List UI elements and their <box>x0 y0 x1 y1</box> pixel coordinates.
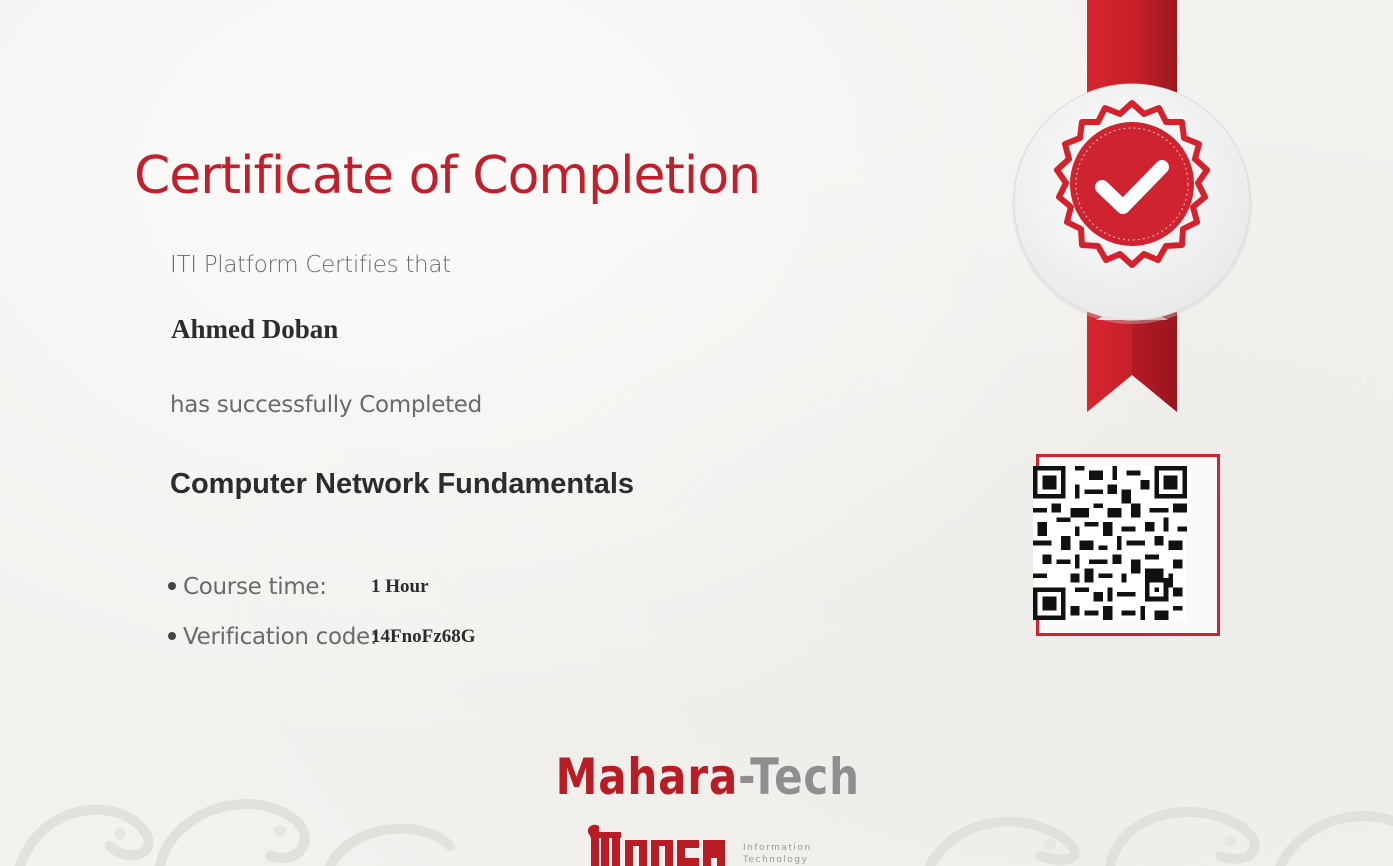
recipient-name: Ahmed Doban <box>171 314 339 344</box>
tagline-line-1: Information <box>743 843 812 853</box>
course-time-row <box>168 574 429 600</box>
qr-code-icon[interactable] <box>1033 466 1187 620</box>
partner-tagline <box>743 842 833 866</box>
brand-secondary: Tech <box>750 748 860 806</box>
brand-logo <box>555 748 860 806</box>
completed-line: has successfully Completed <box>170 392 482 418</box>
bullet-icon <box>168 632 176 640</box>
brand-separator: - <box>738 748 751 806</box>
checkmark-seal-ribbon-icon <box>1010 0 1256 420</box>
tagline-line-2: Technology <box>743 855 809 865</box>
verification-code-value: 14FnoFz68G <box>371 626 476 647</box>
brand-primary: Mahara <box>555 748 739 806</box>
bullet-icon <box>168 582 176 590</box>
certificate-title: Certificate of Completion <box>134 146 761 206</box>
verification-code-row <box>168 624 476 650</box>
course-time-value: 1 Hour <box>371 576 429 597</box>
course-time-label: Course time: <box>183 574 327 600</box>
course-name: Computer Network Fundamentals <box>170 468 635 500</box>
verification-code-label: Verification code: <box>183 624 378 650</box>
certifies-line: ITI Platform Certifies that <box>170 252 451 278</box>
